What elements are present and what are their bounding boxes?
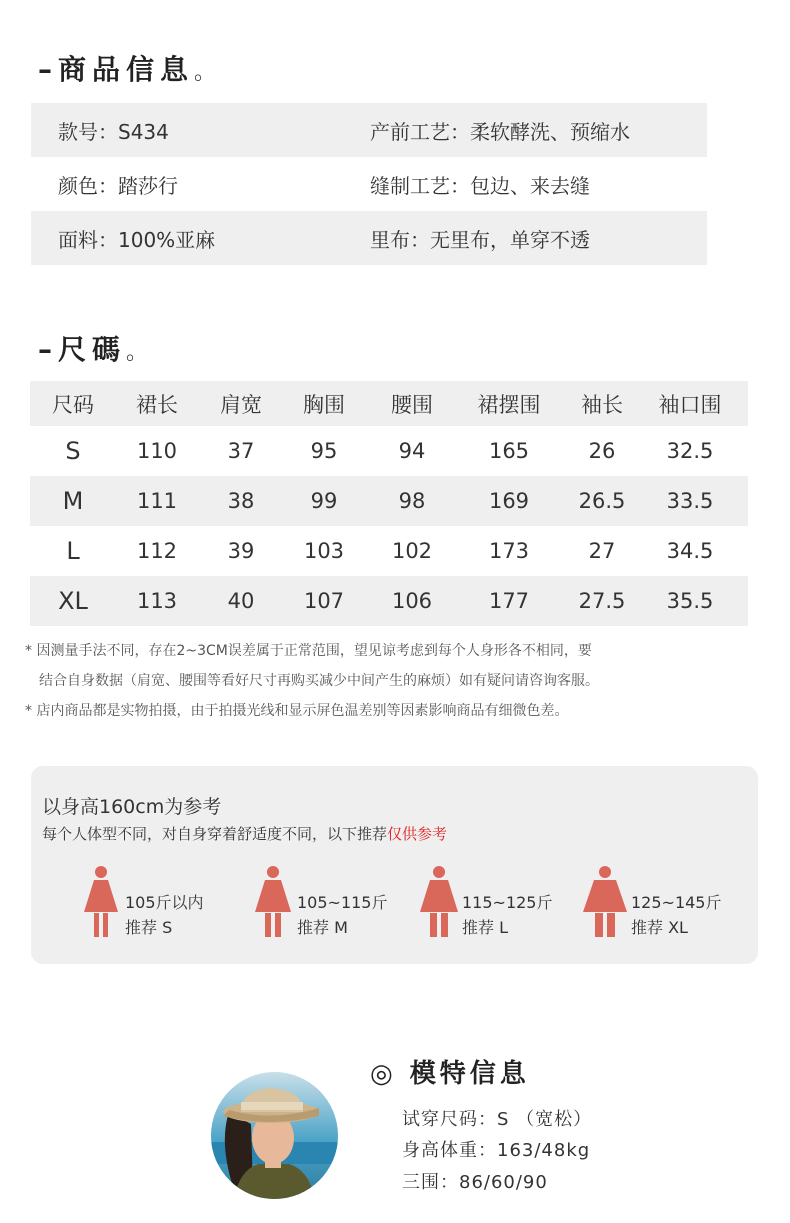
table-cell: 37 [227,439,255,463]
lining: 里布：无里布，单穿不透 [370,227,590,252]
table-cell: 39 [227,539,255,563]
size-table-header [30,381,748,426]
pre-process: 产前工艺：柔软酵洗、预缩水 [370,119,630,144]
woman-in-dress-icon [583,866,627,938]
table-cell: 169 [488,489,530,513]
reference-subtitle: 每个人体型不同，对自身穿着舒适度不同，以下推荐仅供参考 [42,825,448,843]
color: 颜色：踏莎行 [58,173,178,198]
woman-in-dress-icon [83,866,119,938]
woman-in-dress-icon [420,866,458,938]
table-cell: 111 [136,489,178,513]
table-cell: 95 [310,439,338,463]
reference-title: 以身高160cm为参考 [42,796,222,818]
size-table [30,381,748,626]
table-cell: 177 [488,589,530,613]
header-cell: 肩宽 [220,392,262,417]
sewing-process: 缝制工艺：包边、来去缝 [370,173,590,198]
fabric: 面料：100%亚麻 [58,227,216,252]
table-cell: 103 [303,539,345,563]
figure-weight: 105斤以内 [125,893,204,912]
product-info-table [31,103,707,265]
note-line: 结合自身数据（肩宽、腰围等看好尺寸再购买减少中间产生的麻烦）如有疑问请咨询客服。 [39,673,599,689]
note-line: * 店内商品都是实物拍摄，由于拍摄光线和显示屏色温差别等因素影响商品有细微色差。 [25,703,569,719]
table-cell: 34.5 [666,539,714,563]
size-title: –尺碼。 [38,333,155,366]
size-notes [25,636,599,726]
size-label: S [65,437,81,465]
figure-weight: 115~125斤 [462,893,553,912]
table-cell: 27.5 [578,589,626,613]
header-cell: 袖口围 [658,392,722,417]
table-row [30,526,748,576]
table-cell: 35.5 [666,589,714,613]
size-label: L [66,537,80,565]
info-row [31,211,707,265]
model-measurements: 三围：86/60/90 [402,1172,548,1193]
model-height-weight: 身高体重：163/48kg [402,1140,591,1161]
table-cell: 173 [488,539,530,563]
info-row [31,157,707,211]
table-cell: 113 [136,589,178,613]
model-avatar [211,1072,338,1199]
table-cell: 32.5 [666,439,714,463]
table-cell: 99 [310,489,338,513]
woman-in-dress-icon [255,866,291,938]
header-cell: 裙长 [136,392,178,417]
header-cell: 胸围 [303,392,345,417]
table-row [30,576,748,626]
note-line: * 因测量手法不同，存在2~3CM误差属于正常范围，望见谅考虑到每个人身形各不相同，要 [25,643,592,659]
table-cell: 112 [136,539,178,563]
figure-recommend: 推荐 XL [631,918,688,937]
size-label: XL [58,587,88,615]
model-try-size: 试穿尺码：S （宽松） [402,1109,593,1130]
table-row [30,476,748,526]
style-number: 款号：S434 [58,119,169,144]
model-info-title: ◎ 模特信息 [370,1059,530,1089]
figure-recommend: 推荐 L [462,918,509,937]
size-reference-card [31,766,758,964]
figure-weight: 105~115斤 [297,893,388,912]
product-info-title: –商品信息。 [38,53,223,86]
table-cell: 38 [227,489,255,513]
figure-recommend: 推荐 M [297,918,348,937]
model-photo [211,1072,338,1199]
table-cell: 27 [588,539,616,563]
header-cell: 尺码 [52,392,94,417]
table-cell: 94 [398,439,426,463]
info-row [31,103,707,157]
table-cell: 106 [391,589,433,613]
header-cell: 袖长 [581,392,623,417]
table-cell: 33.5 [666,489,714,513]
figure-recommend: 推荐 S [125,918,173,937]
table-cell: 26.5 [578,489,626,513]
size-label: M [62,487,84,515]
table-cell: 107 [303,589,345,613]
header-cell: 裙摆围 [477,392,541,417]
table-cell: 98 [398,489,426,513]
table-cell: 102 [391,539,433,563]
header-cell: 腰围 [391,392,433,417]
table-row [30,426,748,476]
table-cell: 110 [136,439,178,463]
table-cell: 26 [588,439,616,463]
figure-weight: 125~145斤 [631,893,722,912]
table-cell: 165 [488,439,530,463]
table-cell: 40 [227,589,255,613]
